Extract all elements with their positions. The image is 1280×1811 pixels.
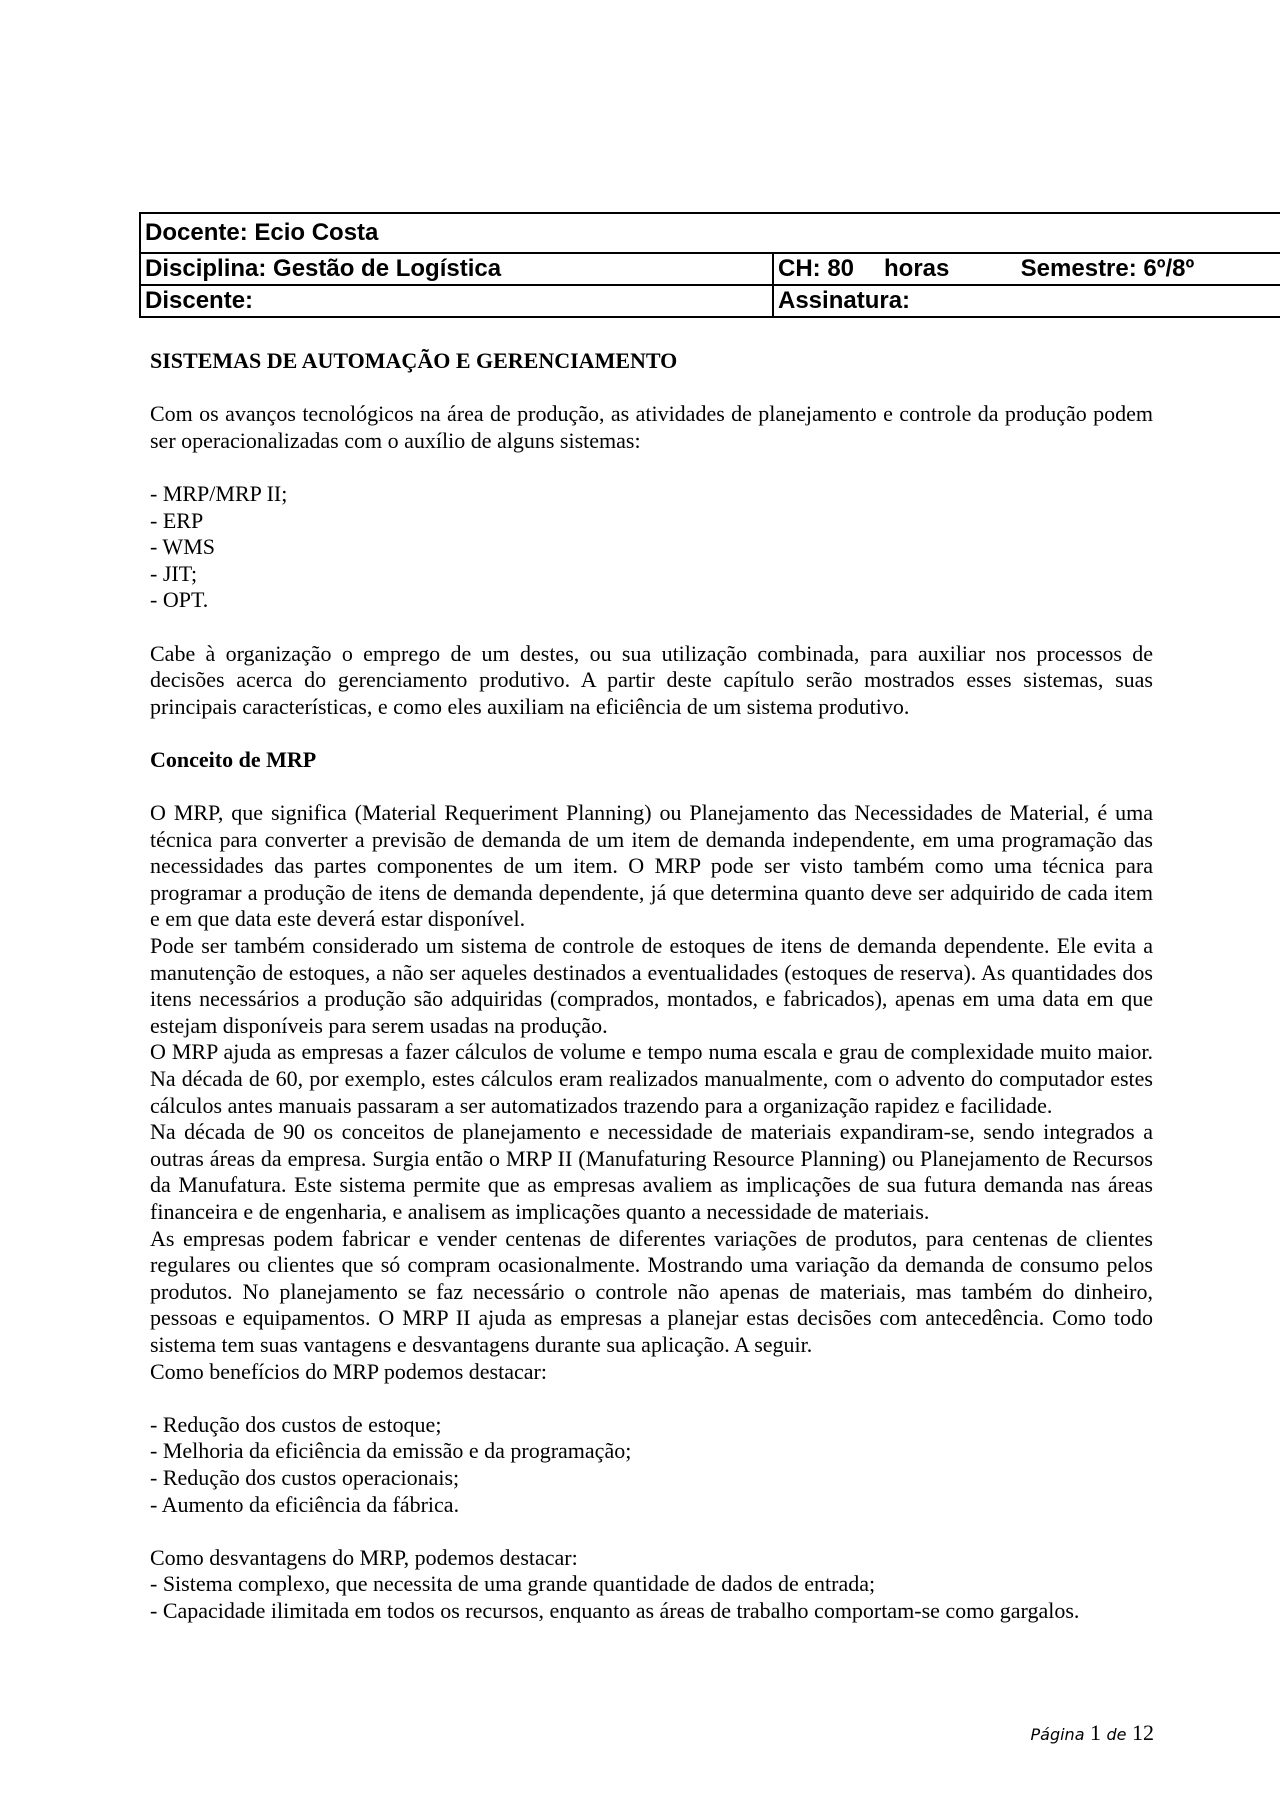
- benefits-intro: Como benefícios do MRP podemos destacar:: [150, 1358, 547, 1384]
- mrp-paragraph-5: As empresas podem fabricar e vender centenas de diferentes variações de produtos, para centenas de clientes regulares ou clientes que só compram ocasionalmente. Mostrando uma variação da demanda de consumo pelos produtos. No planejamento se faz necessário o controle não apenas de materiais, mas também do dinheiro, pessoas e equipamentos. O MRP II ajuda as empresas a planejar estas decisões com antecedência. Como todo sistema tem suas vantagens e desvantagens durante sua aplicação. A seguir.: [150, 1225, 1153, 1357]
- docente-cell: Docente: Ecio Costa: [140, 213, 1280, 253]
- benefit-list-item: - Redução dos custos operacionais;: [150, 1464, 460, 1490]
- mrp-paragraph-2: Pode ser também considerado um sistema de controle de estoques de itens de demanda dependente. Ele evita a manutenção de estoques, a não ser aqueles destinados a eventualidades (estoques de reserva). As quantidades dos itens necessários a produção são adquiridas (comprados, montados, e fabricados), apenas em uma data em que estejam disponíveis para serem usadas na produção.: [150, 933, 1153, 1038]
- ch-value: 80: [827, 255, 855, 282]
- systems-list-item: - WMS: [150, 534, 215, 560]
- systems-list-item: - ERP: [150, 507, 204, 533]
- discente-cell: Discente:: [140, 285, 773, 317]
- document-body: [150, 348, 1153, 1625]
- ch-label: CH:: [778, 255, 821, 282]
- de-label: de: [1106, 1725, 1127, 1744]
- mrp-paragraph-1: O MRP, que significa (Material Requeriment Planning) ou Planejamento das Necessidades de Material, é uma técnica para converter a previsão de demanda de um item de demanda independente, em uma programação das necessidades das partes componentes de um item. O MRP pode ser visto também como uma técnica para programar a produção de itens de demanda dependente, já que determina quanto deve ser adquirido de cada item e em que data este deverá estar disponível.: [150, 800, 1153, 932]
- ch-unit: horas: [884, 255, 950, 282]
- header-row-disciplina: [140, 253, 1280, 285]
- systems-list-item: - OPT.: [150, 587, 209, 613]
- page-total: 12: [1132, 1720, 1154, 1745]
- header-row-discente: [140, 285, 1280, 317]
- mrp-paragraph-3: O MRP ajuda as empresas a fazer cálculos de volume e tempo numa escala e grau de complexidade muito maior. Na década de 60, por exemplo, estes cálculos eram realizados manualmente, com o advento do computador estes cálculos antes manuais passaram a ser automatizados trazendo para a organização rapidez e facilidade.: [150, 1039, 1153, 1118]
- cabe-paragraph: Cabe à organização o emprego de um destes, ou sua utilização combinada, para auxiliar nos processos de decisões acerca do gerenciamento produtivo. A partir deste capítulo serão mostrados esses sistemas, suas principais características, e como eles auxiliam na eficiência de um sistema produtivo.: [150, 640, 1153, 719]
- systems-list-item: - JIT;: [150, 560, 198, 586]
- ch-semestre-cell: [773, 253, 1280, 285]
- benefit-list-item: - Melhoria da eficiência da emissão e da programação;: [150, 1438, 632, 1464]
- systems-list-item: - MRP/MRP II;: [150, 480, 288, 506]
- benefit-list-item: - Aumento da eficiência da fábrica.: [150, 1491, 460, 1517]
- mrp-paragraph-4: Na década de 90 os conceitos de planejamento e necessidade de materiais expandiram-se, sendo integrados a outras áreas da empresa. Surgia então o MRP II (Manufaturing Resource Planning) ou Planejamento de Recursos da Manufatura. Este sistema permite que as empresas avaliem as implicações de sua futura demanda nas áreas financeira e de engenharia, e analisem as implicações quanto a necessidade de materiais.: [150, 1119, 1153, 1224]
- page-footer: [1031, 1720, 1155, 1746]
- page-current: 1: [1090, 1720, 1101, 1745]
- semestre-label: Semestre: 6º/8º: [1020, 255, 1195, 282]
- disciplina-cell: Disciplina: Gestão de Logística: [140, 253, 773, 285]
- section-heading-mrp: Conceito de MRP: [150, 746, 317, 772]
- benefit-list-item: - Redução dos custos de estoque;: [150, 1411, 442, 1437]
- document-title: SISTEMAS DE AUTOMAÇÃO E GERENCIAMENTO: [150, 348, 678, 373]
- disadvantages-intro: Como desvantagens do MRP, podemos destacar:: [150, 1544, 578, 1570]
- assinatura-cell: Assinatura:: [773, 285, 1280, 317]
- intro-paragraph: Com os avanços tecnológicos na área de produção, as atividades de planejamento e controle da produção podem ser operacionalizadas com o auxílio de alguns sistemas:: [150, 401, 1153, 453]
- header-table: [139, 212, 1280, 318]
- pagina-label: Página: [1030, 1725, 1085, 1744]
- header-row-docente: [140, 213, 1280, 253]
- disadvantage-list-item: - Sistema complexo, que necessita de uma grande quantidade de dados de entrada;: [150, 1571, 876, 1597]
- disadvantage-list-item: - Capacidade ilimitada em todos os recursos, enquanto as áreas de trabalho comportam-se como gargalos.: [150, 1597, 1080, 1623]
